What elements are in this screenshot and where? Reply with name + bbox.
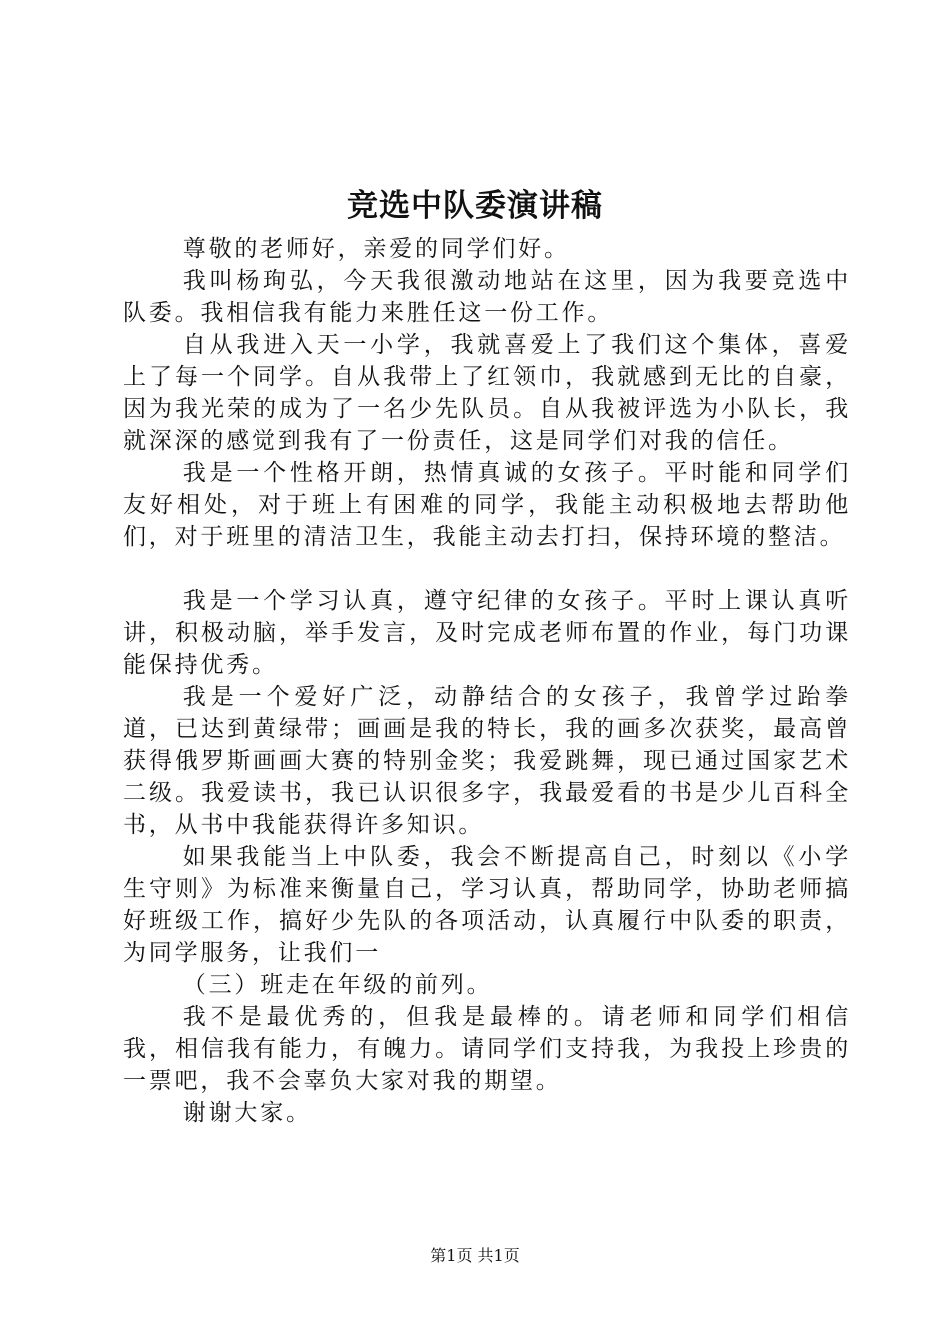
paragraph-thanks: 谢谢大家。	[182, 1100, 312, 1126]
paragraph-personality: 我是一个性格开朗，热情真诚的女孩子。平时能和同学们友好相处，对于班上有困难的同学，我能主动积极地去帮助他们，对于班里的清洁卫生，我能主动去打扫，保持环境的整洁。	[123, 460, 851, 550]
document-title: 竞选中队委演讲稿	[347, 188, 603, 224]
paragraph-hobbies: 我是一个爱好广泛，动静结合的女孩子，我曾学过跆拳道，已达到黄绿带；画画是我的特长，我的画多次获奖，最高曾获得俄罗斯画画大赛的特别金奖；我爱跳舞，现已通过国家艺术二级。我爱读书，我已认识很多字，我最爱看的书是少儿百科全书，从书中我能获得许多知识。	[123, 684, 851, 838]
paragraph-promise: 如果我能当上中队委，我会不断提高自己，时刻以《小学生守则》为标准来衡量自己，学习认真，帮助同学，协助老师搞好班级工作，搞好少先队的各项活动，认真履行中队委的职责，为同学服务，让我们一	[123, 844, 851, 966]
paragraph-introduction: 我叫杨珣弘，今天我很激动地站在这里，因为我要竞选中队委。我相信我有能力来胜任这一份工作。	[123, 268, 851, 326]
paragraph-school-life: 自从我进入天一小学，我就喜爱上了我们这个集体，喜爱上了每一个同学。自从我带上了红领巾，我就感到无比的自豪，因为我光荣的成为了一名少先队员。自从我被评选为小队长，我就深深的感觉到我有了一份责任，这是同学们对我的信任。	[123, 332, 851, 454]
document-body	[123, 233, 851, 1129]
paragraph-appeal: 我不是最优秀的，但我是最棒的。请老师和同学们相信我，相信我有能力，有魄力。请同学们支持我，为我投上珍贵的一票吧，我不会辜负大家对我的期望。	[123, 1004, 851, 1094]
paragraph-study: 我是一个学习认真，遵守纪律的女孩子。平时上课认真听讲，积极动脑，举手发言，及时完成老师布置的作业，每门功课能保持优秀。	[123, 588, 851, 678]
paragraph-greeting: 尊敬的老师好，亲爱的同学们好。	[182, 236, 570, 262]
page-footer: 第1页 共1页	[430, 1246, 520, 1265]
paragraph-class: （三）班走在年级的前列。	[182, 972, 493, 998]
